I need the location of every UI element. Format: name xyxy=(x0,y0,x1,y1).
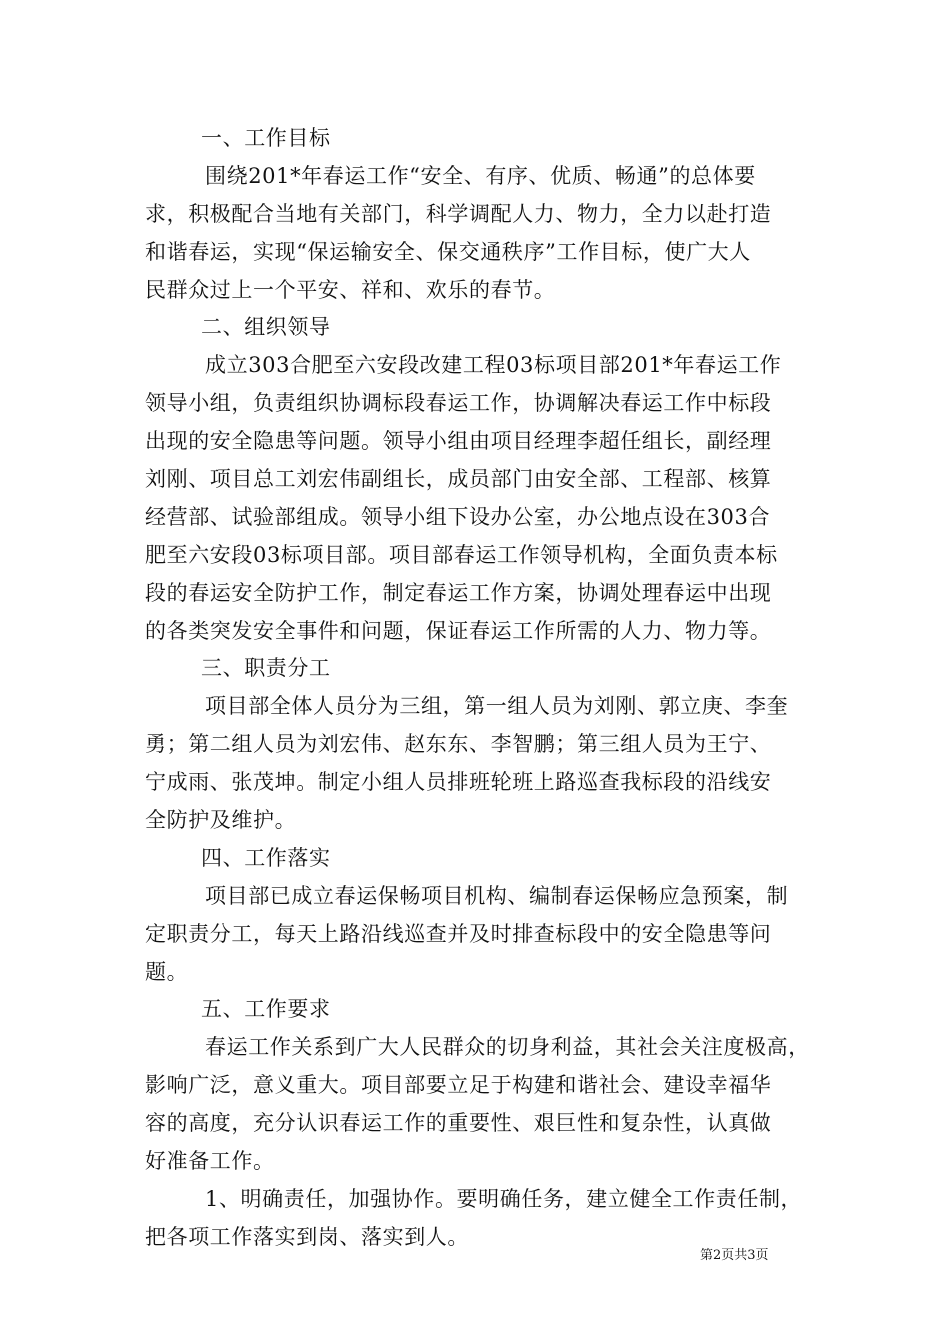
paragraph-line: 定职责分工，每天上路沿线巡查并及时排查标段中的安全隐患等问 xyxy=(145,921,772,946)
section-heading: 一、工作目标 xyxy=(201,126,331,150)
paragraph-line: 肥至六安段03标项目部。项目部春运工作领导机构，全面负责本标 xyxy=(145,542,778,567)
paragraph-line: 民群众过上一个平安、祥和、欢乐的春节。 xyxy=(145,277,556,302)
paragraph-line: 宁成雨、张茂坤。制定小组人员排班轮班上路巡查我标段的沿线安 xyxy=(145,770,772,795)
paragraph-line: 围绕201*年春运工作“安全、有序、优质、畅通”的总体要 xyxy=(205,163,756,188)
paragraph-line: 项目部已成立春运保畅项目机构、编制春运保畅应急预案，制 xyxy=(205,883,789,908)
section-heading: 二、组织领导 xyxy=(201,315,331,340)
section-heading: 三、职责分工 xyxy=(201,656,331,681)
paragraph-line: 全防护及维护。 xyxy=(145,808,297,833)
paragraph-line: 勇；第二组人员为刘宏伟、赵东东、李智鹏；第三组人员为王宁、 xyxy=(145,732,772,757)
paragraph-line: 的各类突发安全事件和问题，保证春运工作所需的人力、物力等。 xyxy=(145,618,772,643)
paragraph-line: 影响广泛，意义重大。项目部要立足于构建和谐社会、建设幸福华 xyxy=(145,1073,772,1098)
paragraph-line: 段的春运安全防护工作，制定春运工作方案，协调处理春运中出现 xyxy=(145,580,772,605)
paragraph-line: 出现的安全隐患等问题。领导小组由项目经理李超任组长，副经理 xyxy=(145,429,772,454)
paragraph-line: 好准备工作。 xyxy=(145,1149,275,1174)
paragraph-line: 1、明确责任，加强协作。要明确任务，建立健全工作责任制， xyxy=(205,1186,803,1211)
paragraph-line: 和谐春运，实现“保运输安全、保交通秩序”工作目标，使广大人 xyxy=(145,239,751,264)
section-heading: 五、工作要求 xyxy=(201,997,331,1022)
paragraph-line: 成立303合肥至六安段改建工程03标项目部201*年春运工作 xyxy=(205,353,782,378)
document-body xyxy=(145,120,810,1257)
paragraph-line: 容的高度，充分认识春运工作的重要性、艰巨性和复杂性，认真做 xyxy=(145,1111,772,1136)
page-number: 第2页共3页 xyxy=(700,1248,769,1263)
section-heading: 四、工作落实 xyxy=(201,845,331,870)
paragraph-line: 题。 xyxy=(145,959,189,984)
paragraph-line: 经营部、试验部组成。领导小组下设办公室，办公地点设在303合 xyxy=(145,504,771,529)
paragraph-line: 项目部全体人员分为三组，第一组人员为刘刚、郭立庚、李奎 xyxy=(205,694,789,719)
paragraph-line: 求，积极配合当地有关部门，科学调配人力、物力，全力以赴打造 xyxy=(145,201,772,226)
paragraph-line: 春运工作关系到广大人民群众的切身利益，其社会关注度极高， xyxy=(205,1035,810,1060)
paragraph-line: 领导小组，负责组织协调标段春运工作，协调解决春运工作中标段 xyxy=(145,391,772,416)
paragraph-line: 把各项工作落实到岗、落实到人。 xyxy=(145,1224,469,1249)
paragraph-line: 刘刚、项目总工刘宏伟副组长，成员部门由安全部、工程部、核算 xyxy=(145,467,772,492)
